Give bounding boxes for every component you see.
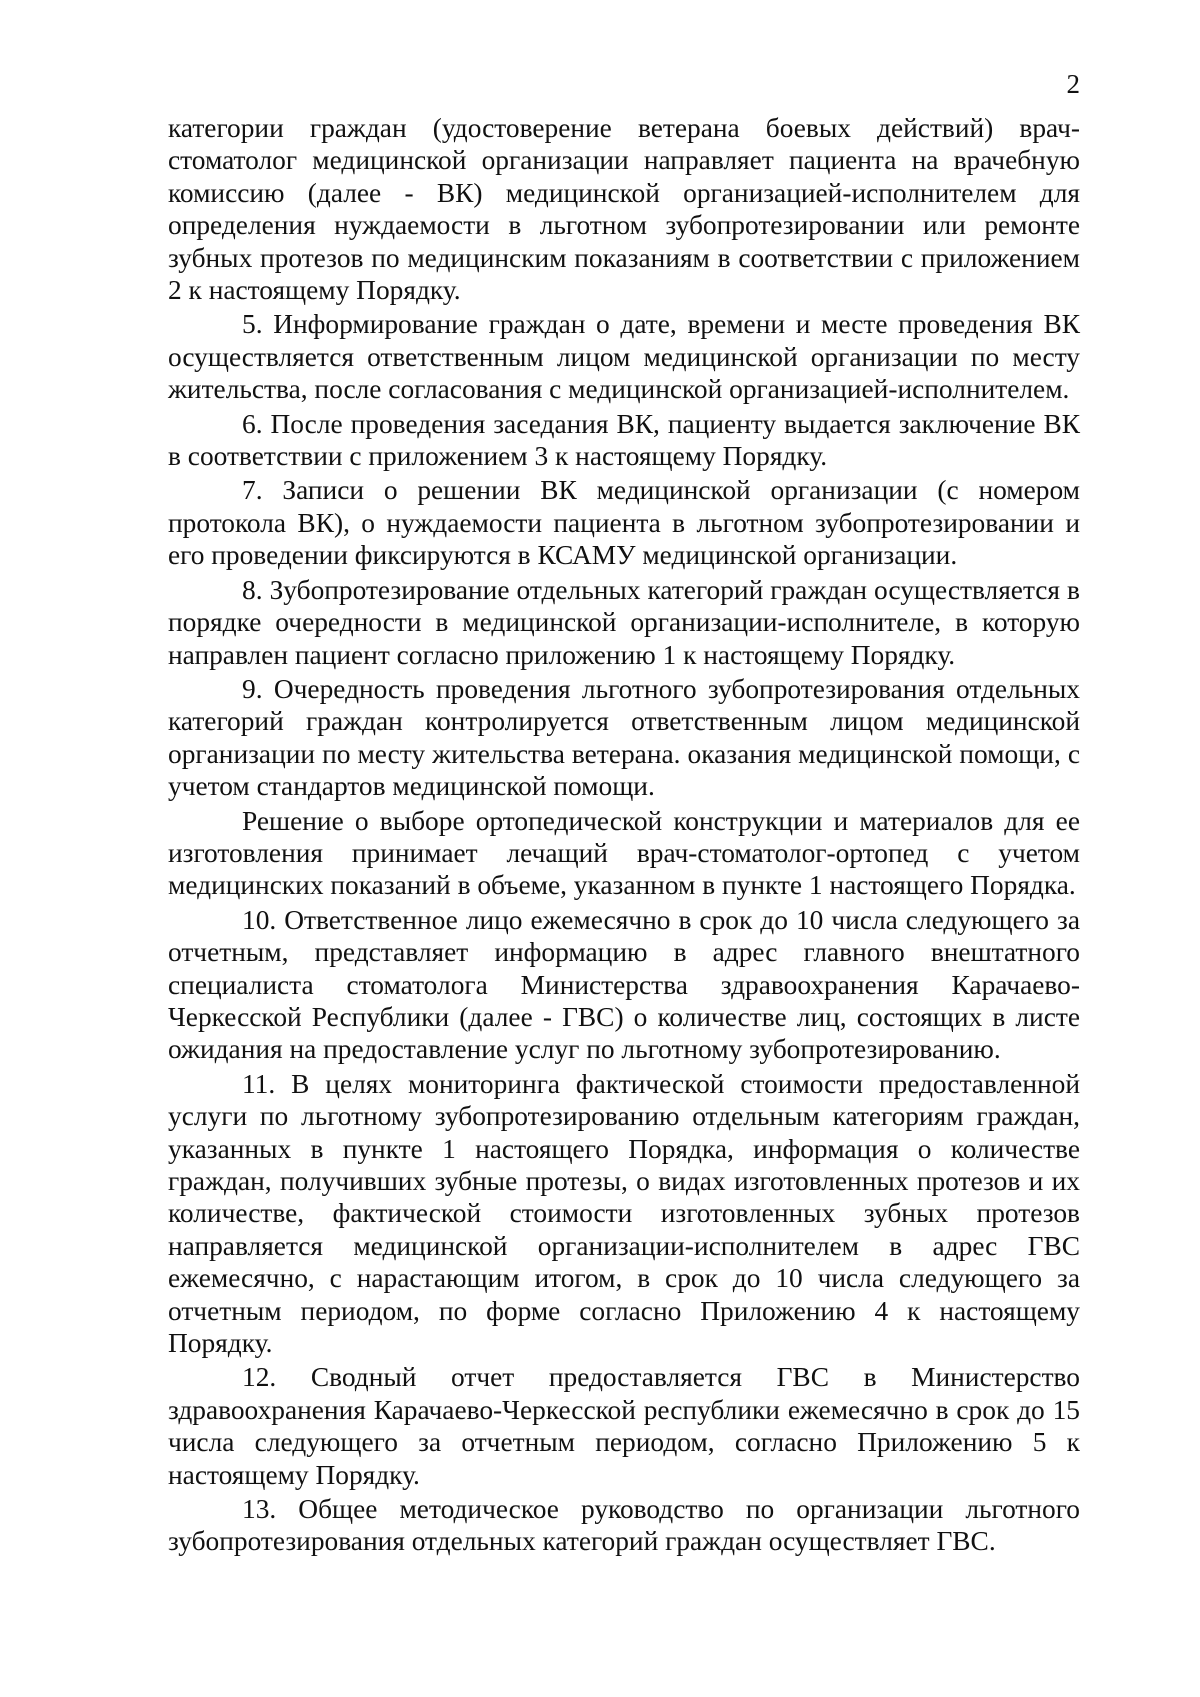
paragraph-item-8: 8. Зубопротезирование отдельных категорий граждан осуществляется в порядке очередности в медицинской организации-исполнителе, в которую направлен пациент согласно приложению 1 к настоящему Порядку. <box>168 574 1080 670</box>
document-body <box>168 112 1080 1560</box>
paragraph-item-7: 7. Записи о решении ВК медицинской организации (с номером протокола ВК), о нуждаемости пациента в льготном зубопротезировании и его проведении фиксируются в КСАМУ медицинской организации. <box>168 475 1080 571</box>
paragraph-item-10: 10. Ответственное лицо ежемесячно в срок до 10 числа следующего за отчетным, представляет информацию в адрес главного внештатного специалиста стоматолога Министерства здравоохранения Карачаево-Черкесской Республики (далее - ГВС) о количестве лиц, состоящих в листе ожидания на предоставление услуг по льготному зубопротезированию. <box>168 904 1080 1065</box>
paragraph-continuation: категории граждан (удостоверение ветерана боевых действий) врач-стоматолог медицинской организации направляет пациента на врачебную комиссию (далее - ВК) медицинской организацией-исполнителем для определения нуждаемости в льготном зубопротезировании или ремонте зубных протезов по медицинским показаниям в соответствии с приложением 2 к настоящему Порядку. <box>168 113 1080 306</box>
paragraph-item-12: 12. Сводный отчет предоставляется ГВС в Министерство здравоохранения Карачаево-Черкесской республики ежемесячно в срок до 15 числа следующего за отчетным периодом, согласно Приложению 5 к настоящему Порядку. <box>168 1362 1080 1490</box>
paragraph-item-6: 6. После проведения заседания ВК, пациенту выдается заключение ВК в соответствии с приложением 3 к настоящему Порядку. <box>168 408 1080 472</box>
paragraph-item-13: 13. Общее методическое руководство по организации льготного зубопротезирования отдельных категорий граждан осуществляет ГВС. <box>168 1494 1080 1557</box>
paragraph-item-11: 11. В целях мониторинга фактической стоимости предоставленной услуги по льготному зубопротезированию отдельным категориям граждан, указанных в пункте 1 настоящего Порядка, информация о количестве граждан, получивших зубные протезы, о видах изготовленных протезов и их количестве, фактической стоимости изготовленных зубных протезов направляется медицинской организации-исполнителем в адрес ГВС ежемесячно, с нарастающим итогом, в срок до 10 числа следующего за отчетным периодом, по форме согласно Приложению 4 к настоящему Порядку. <box>168 1068 1080 1359</box>
paragraph-item-9: 9. Очередность проведения льготного зубопротезирования отдельных категорий граждан контролируется ответственным лицом медицинской организации по месту жительства ветерана. оказания медицинской помощи, с учетом стандартов медицинской помощи. <box>168 673 1080 802</box>
page-number: 2 <box>1066 69 1080 99</box>
paragraph-decision: Решение о выборе ортопедической конструкции и материалов для ее изготовления принимает лечащий врач-стоматолог-ортопед с учетом медицинских показаний в объеме, указанном в пункте 1 настоящего Порядка. <box>168 805 1080 901</box>
paragraph-item-5: 5. Информирование граждан о дате, времени и месте проведения ВК осуществляется ответственным лицом медицинской организации по месту жительства, после согласования с медицинской организацией-исполнителем. <box>168 309 1080 405</box>
